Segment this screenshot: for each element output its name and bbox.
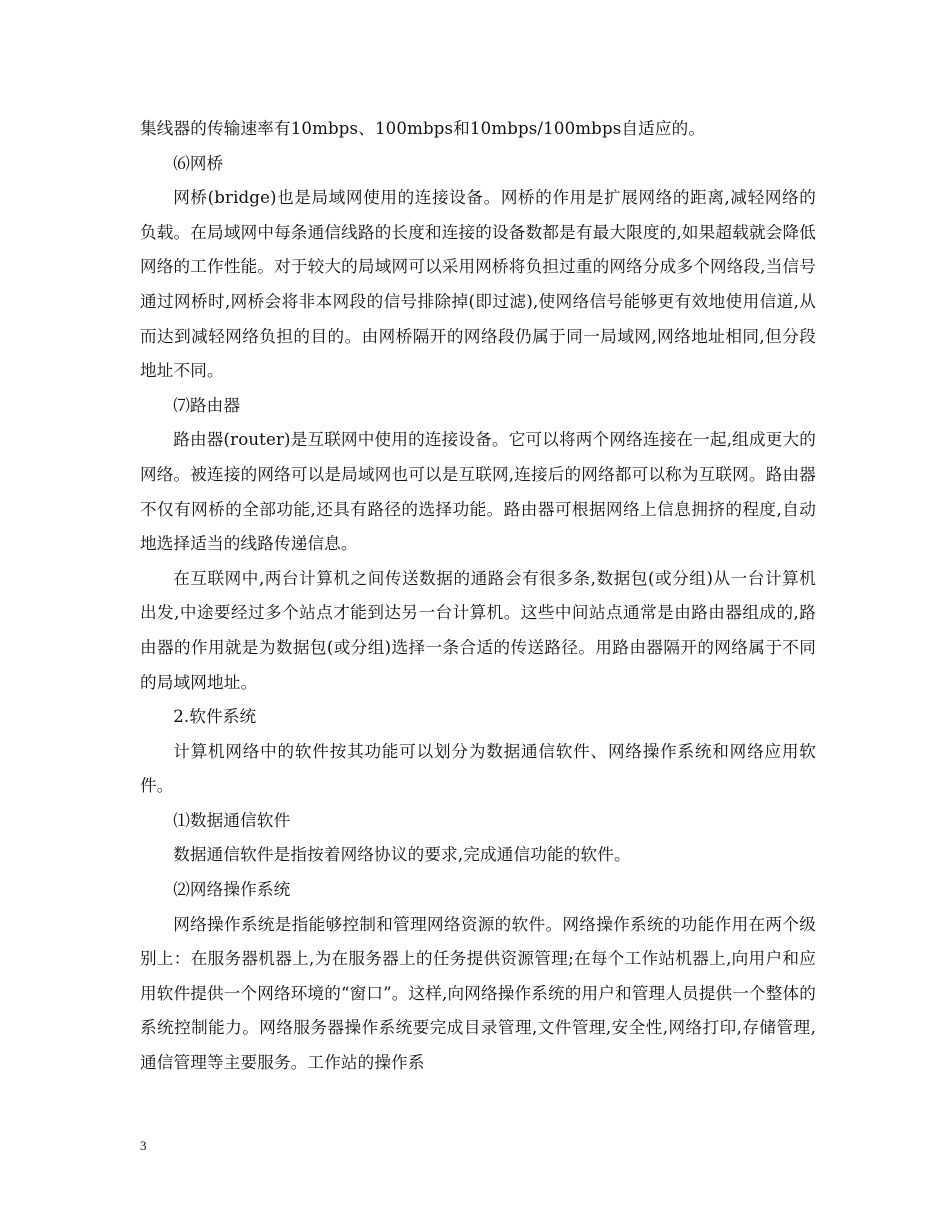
paragraph-router: 路由器(router)是互联网中使用的连接设备。它可以将两个网络连接在一起,组成更大的网络。被连接的网络可以是局域网也可以是互联网,连接后的网络都可以称为互联网。路由器不仅有网桥的全部功能,还具有路径的选择功能。路由器可根据网络上信息拥挤的程度,自动地选择适当的线路传递信息。 bbox=[140, 430, 816, 554]
paragraph-internet-routing: 在互联网中,两台计算机之间传送数据的通路会有很多条,数据包(或分组)从一台计算机出发,中途要经过多个站点才能到达另一台计算机。这些中间站点通常是由路由器组成的,路由器的作用就是为数据包(或分组)选择一条合适的传送路径。用路由器隔开的网络属于不同的局域网地址。 bbox=[140, 568, 816, 692]
paragraph-data-communication-software: 数据通信软件是指按着网络协议的要求,完成通信功能的软件。 bbox=[173, 845, 631, 865]
heading-bridge: ⑹网桥 bbox=[173, 153, 224, 173]
heading-software-system: 2.软件系统 bbox=[173, 707, 257, 727]
paragraph-software-classification: 计算机网络中的软件按其功能可以划分为数据通信软件、网络操作系统和网络应用软件。 bbox=[140, 741, 816, 796]
heading-network-operating-system: ⑵网络操作系统 bbox=[173, 880, 291, 900]
heading-router: ⑺路由器 bbox=[173, 395, 241, 415]
document-body bbox=[140, 112, 816, 1081]
paragraph-hub-speed: 集线器的传输速率有10mbps、100mbps和10mbps/100mbps自适应的。 bbox=[140, 119, 706, 138]
heading-data-communication-software: ⑴数据通信软件 bbox=[173, 810, 291, 830]
paragraph-bridge: 网桥(bridge)也是局域网使用的连接设备。网桥的作用是扩展网络的距离,减轻网络的负载。在局域网中每条通信线路的长度和连接的设备数都是有最大限度的,如果超载就会降低网络的工作性能。对于较大的局域网可以采用网桥将负担过重的网络分成多个网络段,当信号通过网桥时,网桥会将非本网段的信号排除掉(即过滤),使网络信号能够更有效地使用信道,从而达到减轻网络负担的目的。由网桥隔开的网络段仍属于同一局域网,网络地址相同,但分段地址不同。 bbox=[140, 188, 816, 381]
page-number: 3 bbox=[140, 1138, 147, 1153]
paragraph-network-operating-system: 网络操作系统是指能够控制和管理网络资源的软件。网络操作系统的功能作用在两个级别上：在服务器机器上,为在服务器上的任务提供资源管理;在每个工作站机器上,向用户和应用软件提供一个网络环境的“窗口”。这样,向网络操作系统的用户和管理人员提供一个整体的系统控制能力。网络服务器操作系统要完成目录管理,文件管理,安全性,网络打印,存储管理,通信管理等主要服务。工作站的操作系 bbox=[140, 914, 816, 1073]
